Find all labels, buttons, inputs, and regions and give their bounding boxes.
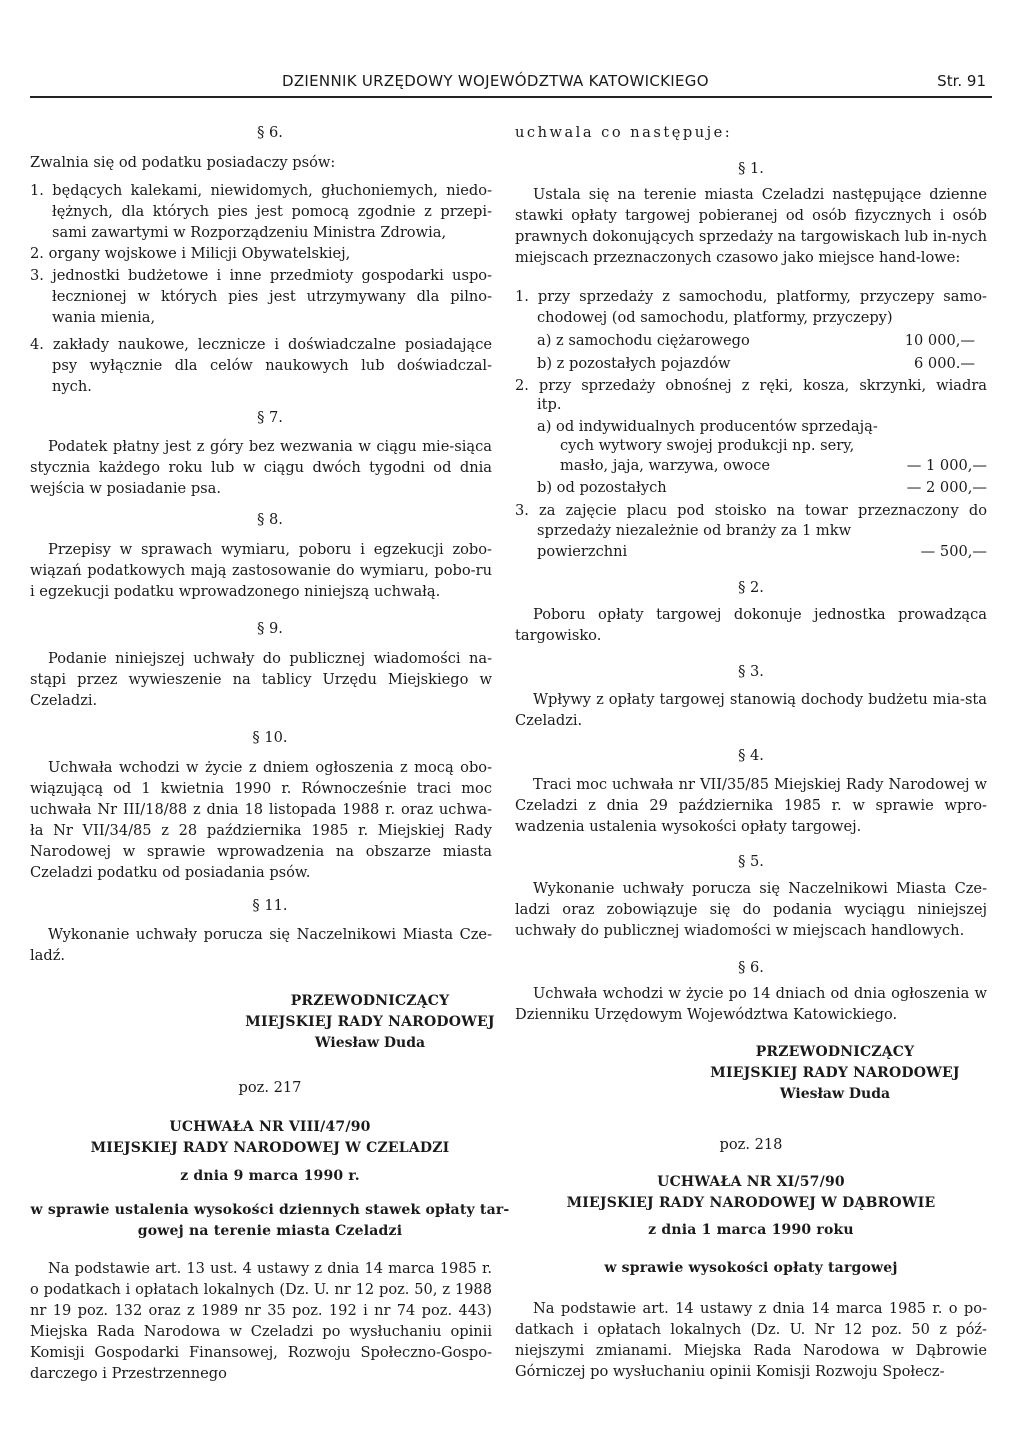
list-item: 4. zakłady naukowe, lecznicze i doświadczalne posiadające: [30, 336, 492, 353]
resolution-subject: w sprawie ustalenia wysokości dziennych stawek opłaty tar-: [30, 1202, 510, 1218]
paragraph: Przepisy w sprawach wymiaru, poboru i egzekucji zobo-wiązań podatkowych mają zastosowanie do wymiaru, pobo-ru i egzekucji podatku wprowadzonego niniejszą uchwałą.: [30, 541, 492, 600]
page-header: [30, 70, 992, 98]
resolution-title: UCHWAŁA NR XI/57/90: [657, 1174, 845, 1190]
paragraph: Wykonanie uchwały porucza się Naczelnikowi Miasta Cze-ladź.: [30, 926, 492, 964]
list-item: wania mienia,: [52, 309, 156, 326]
resolution-title: MIEJSKIEJ RADY NARODOWEJ W DĄBROWIE: [566, 1195, 936, 1211]
section-heading: § 3.: [738, 663, 764, 680]
resolution-intro: uchwala co następuje:: [515, 124, 733, 141]
rate-label: masło, jaja, warzywa, owoce: [560, 457, 770, 474]
rate-value: 10 000,—: [904, 332, 975, 349]
rate-value: — 2 000,—: [906, 479, 987, 496]
resolution-title: MIEJSKIEJ RADY NARODOWEJ W CZELADZI: [90, 1140, 450, 1156]
section-heading: § 1.: [738, 160, 764, 177]
list-item: 1. przy sprzedaży z samochodu, platformy, przyczepy samo-: [515, 288, 987, 305]
rate-row: [537, 477, 987, 498]
section-heading: § 7.: [257, 409, 283, 426]
rate-value: — 1 000,—: [906, 457, 987, 474]
resolution-date: z dnia 9 marca 1990 r.: [180, 1168, 360, 1184]
signature-title: PRZEWODNICZĄCY: [755, 1044, 915, 1060]
section-heading: § 4.: [738, 747, 764, 764]
list-item: a) od indywidualnych producentów sprzedają-: [537, 418, 878, 435]
resolution-date: z dnia 1 marca 1990 roku: [648, 1222, 854, 1238]
paragraph: Uchwała wchodzi w życie z dniem ogłoszenia z mocą obo-wiązującą od 1 kwietnia 1990 r. Równocześnie traci moc uchwała Nr III/18/88 z dnia 18 listopada 1988 r. oraz uchwa-ła Nr VII/34/85 z 28 października 1985 r. Miejskiej Rady Narodowej w sprawie wprowadzenia na obszarze miasta Czeladzi podatku od posiadania psów.: [30, 759, 492, 881]
signature-title: MIEJSKIEJ RADY NARODOWEJ: [710, 1065, 960, 1081]
rate-label: a) z samochodu ciężarowego: [537, 332, 750, 349]
section-heading: § 2.: [738, 579, 764, 596]
list-item: sami zawartymi w Rozporządzeniu Ministra Zdrowia,: [52, 224, 447, 241]
list-item: nych.: [52, 378, 92, 395]
resolution-title: UCHWAŁA NR VIII/47/90: [169, 1119, 371, 1135]
paragraph: Na podstawie art. 14 ustawy z dnia 14 marca 1985 r. o po-datkach i opłatach lokalnych (Dz. U. Nr 12 poz. 50 z póź-niejszymi zmianami. Miejska Rada Narodowa w Dąbrowie Górniczej po wysłuchaniu opinii Komisji Rozwoju Społecz-: [515, 1300, 987, 1380]
section-heading: § 5.: [738, 853, 764, 870]
paragraph: Wpływy z opłaty targowej stanowią dochody budżetu mia-sta Czeladzi.: [515, 691, 987, 729]
list-item: 3. jednostki budżetowe i inne przedmioty gospodarki uspo-: [30, 267, 492, 284]
resolution-subject: gowej na terenie miasta Czeladzi: [137, 1223, 403, 1239]
section-heading: § 9.: [257, 620, 283, 637]
list-item: 1. będących kalekami, niewidomych, głuchoniemych, niedo-: [30, 182, 492, 199]
rate-row: [537, 541, 987, 562]
paragraph: Poboru opłaty targowej dokonuje jednostka prowadząca targowisko.: [515, 606, 987, 644]
list-item: itp.: [537, 396, 562, 413]
rate-label: powierzchni: [537, 543, 628, 560]
position-number: poz. 218: [719, 1136, 783, 1153]
rate-row: [537, 330, 975, 351]
signature-title: PRZEWODNICZĄCY: [290, 993, 450, 1009]
rate-row: [560, 455, 987, 476]
rate-row: [537, 353, 975, 374]
rate-value: — 500,—: [920, 543, 987, 560]
section-heading: § 6.: [257, 124, 283, 141]
page-number: Str. 91: [937, 72, 986, 90]
section-heading: § 10.: [252, 729, 288, 746]
rate-value: 6 000.—: [913, 355, 975, 372]
list-item: 3. za zajęcie placu pod stoisko na towar przeznaczony do: [515, 502, 987, 519]
journal-title: DZIENNIK URZĘDOWY WOJEWÓDZTWA KATOWICKIEGO: [282, 72, 709, 90]
list-item: 2. przy sprzedaży obnośnej z ręki, kosza, skrzynki, wiadra: [515, 377, 987, 394]
list-item: 2. organy wojskowe i Milicji Obywatelskiej,: [30, 245, 351, 262]
rate-label: b) z pozostałych pojazdów: [537, 355, 731, 372]
paragraph: Traci moc uchwała nr VII/35/85 Miejskiej Rady Narodowej w Czeladzi z dnia 29 października 1985 r. w sprawie wpro-wadzenia ustalenia wysokości opłaty targowej.: [515, 776, 987, 835]
section-heading: § 11.: [252, 897, 288, 914]
paragraph: Uchwała wchodzi w życie po 14 dniach od dnia ogłoszenia w Dzienniku Urzędowym Województwa Katowickiego.: [515, 985, 987, 1023]
list-item: sprzedaży niezależnie od branży za 1 mkw: [537, 522, 852, 539]
list-item: łecznionej w których pies jest utrzymywany dla pilno-: [52, 288, 492, 305]
paragraph: Zwalnia się od podatku posiadaczy psów:: [30, 154, 336, 171]
paragraph: Podanie niniejszej uchwały do publicznej wiadomości na-stąpi przez wywieszenie na tablicy Urzędu Miejskiego w Czeladzi.: [30, 650, 492, 709]
list-item: cych wytwory swojej produkcji np. sery,: [560, 437, 855, 454]
paragraph: Podatek płatny jest z góry bez wezwania w ciągu mie-siąca stycznia każdego roku lub w ciągu dwóch tygodni od dnia wejścia w posiadanie psa.: [30, 438, 492, 497]
paragraph: Ustala się na terenie miasta Czeladzi następujące dzienne stawki opłaty targowej pobieranej od osób fizycznych i osób prawnych dokonujących sprzedaży na targowiskach lub in-nych miejscach przeznaczonych czasowo jako miejsce hand-lowe:: [515, 186, 987, 266]
list-item: psy wyłącznie dla celów naukowych lub doświadczal-: [52, 357, 492, 374]
paragraph: Wykonanie uchwały porucza się Naczelnikowi Miasta Cze-ladzi oraz zobowiązuje się do podania wyciągu niniejszej uchwały do publicznej wiadomości w miejscach handlowych.: [515, 880, 987, 939]
rate-label: b) od pozostałych: [537, 479, 667, 496]
list-item: chodowej (od samochodu, platformy, przyczepy): [537, 309, 893, 326]
paragraph: Na podstawie art. 13 ust. 4 ustawy z dnia 14 marca 1985 r. o podatkach i opłatach lokalnych (Dz. U. nr 12 poz. 50, z 1988 nr 19 poz. 132 oraz z 1989 nr 35 poz. 192 i nr 74 poz. 443) Miejska Rada Narodowa w Czeladzi po wysłuchaniu opinii Komisji Gospodarki Finansowej, Rozwoju Społeczno-Gospo-darczego i Przestrzennego: [30, 1260, 492, 1382]
section-heading: § 6.: [738, 959, 764, 976]
signature-name: Wiesław Duda: [779, 1086, 891, 1102]
signature-name: Wiesław Duda: [314, 1035, 426, 1051]
signature-title: MIEJSKIEJ RADY NARODOWEJ: [245, 1014, 495, 1030]
list-item: łężnych, dla których pies jest pomocą zgodnie z przepi-: [52, 203, 492, 220]
position-number: poz. 217: [238, 1079, 302, 1096]
section-heading: § 8.: [257, 511, 283, 528]
resolution-subject: w sprawie wysokości opłaty targowej: [604, 1260, 898, 1276]
